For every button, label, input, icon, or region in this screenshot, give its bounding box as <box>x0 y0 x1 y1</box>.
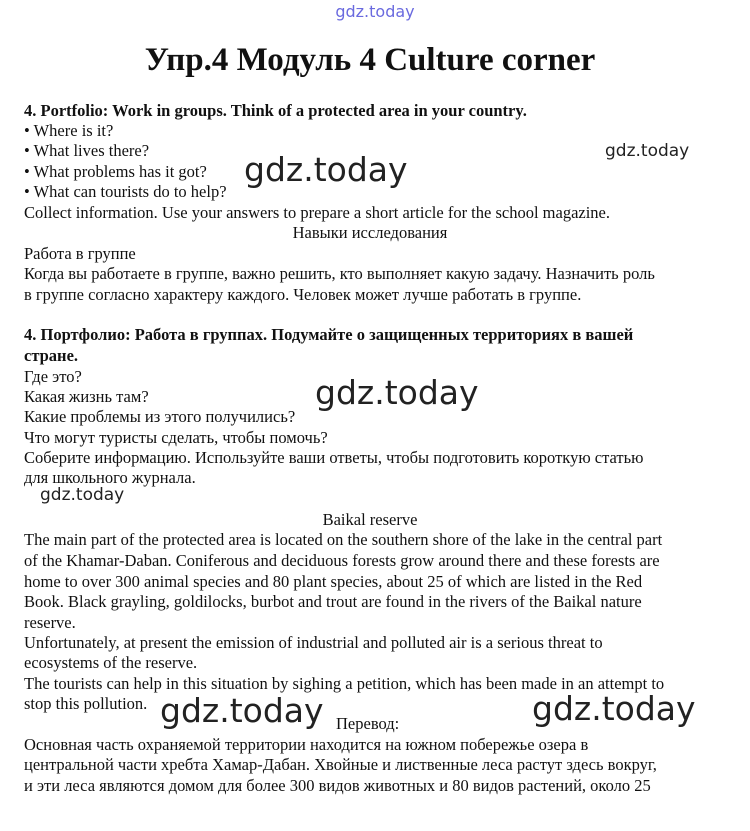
article-title: Baikal reserve <box>322 510 418 529</box>
translation-task-line: Какая жизнь там? <box>24 387 149 406</box>
translation-line: Основная часть охраняемой территории находится на южном побережье озера в <box>24 735 589 754</box>
translation-task-line: для школьного журнала. <box>24 468 196 487</box>
article-line: ecosystems of the reserve. <box>24 653 198 672</box>
task-bullet: • What problems has it got? <box>24 162 207 181</box>
watermark-top: gdz.today <box>335 2 415 21</box>
watermark: gdz.today <box>532 689 696 728</box>
task-bullet: • What can tourists do to help? <box>24 182 227 201</box>
article-line: The tourists can help in this situation by sighing a petition, which has been made in an attempt to <box>24 674 665 693</box>
article-line: home to over 300 animal species and 80 plant species, about 25 of which are listed in the Red <box>24 572 643 591</box>
skills-line: в группе согласно характеру каждого. Человек может лучше работать в группе. <box>24 285 582 304</box>
task-instruction: Collect information. Use your answers to prepare a short article for the school magazine. <box>24 203 611 222</box>
translation-line: и эти леса являются домом для более 300 видов животных и 80 видов растений, около 25 <box>24 776 651 795</box>
task-bullet: • What lives there? <box>24 141 150 160</box>
watermark: gdz.today <box>40 485 125 505</box>
skills-line: Работа в группе <box>24 244 136 263</box>
translation-line: центральной части хребта Хамар-Дабан. Хвойные и лиственные леса растут здесь вокруг, <box>24 755 657 774</box>
task-bullet: • Where is it? <box>24 121 114 140</box>
translation-label: Перевод: <box>336 714 400 733</box>
article-line: stop this pollution. <box>24 694 148 713</box>
watermark: gdz.today <box>315 373 479 412</box>
translation-task-line: Что могут туристы сделать, чтобы помочь? <box>24 428 328 447</box>
article-line: reserve. <box>24 613 76 632</box>
skills-heading: Навыки исследования <box>292 223 448 242</box>
watermark: gdz.today <box>160 691 324 730</box>
article-line: of the Khamar-Daban. Coniferous and deciduous forests grow around there and these forests are <box>24 551 660 570</box>
skills-line: Когда вы работаете в группе, важно решить, кто выполняет какую задачу. Назначить роль <box>24 264 655 283</box>
translation-task-heading: 4. Портфолио: Работа в группах. Подумайте о защищенных территориях в вашей <box>24 325 634 344</box>
watermark: gdz.today <box>244 150 408 189</box>
task-heading: 4. Portfolio: Work in groups. Think of a protected area in your country. <box>24 101 527 120</box>
translation-task-line: Какие проблемы из этого получились? <box>24 407 296 426</box>
translation-task-heading-cont: стране. <box>24 346 79 365</box>
translation-task-line: Соберите информацию. Используйте ваши ответы, чтобы подготовить короткую статью <box>24 448 644 467</box>
article-line: The main part of the protected area is located on the southern shore of the lake in the central part <box>24 530 663 549</box>
page-title: Упр.4 Модуль 4 Culture corner <box>144 42 596 78</box>
article-line: Book. Black grayling, goldilocks, burbot and trout are found in the rivers of the Baikal nature <box>24 592 642 611</box>
watermark: gdz.today <box>605 141 690 161</box>
translation-task-line: Где это? <box>24 367 82 386</box>
article-line: Unfortunately, at present the emission of industrial and polluted air is a serious threat to <box>24 633 603 652</box>
